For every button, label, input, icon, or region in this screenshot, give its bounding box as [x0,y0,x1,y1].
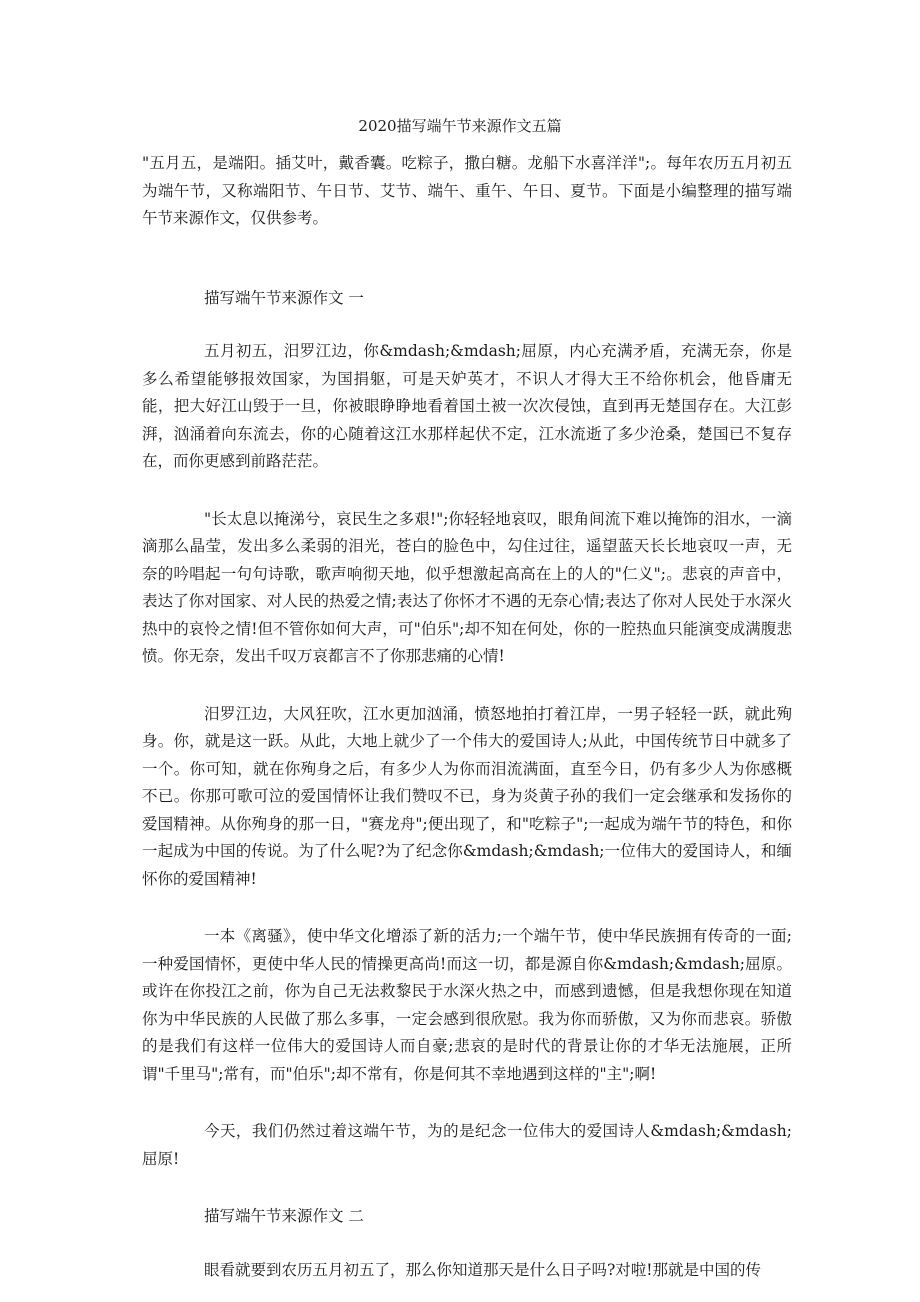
essay-1-paragraph-1: 五月初五，汨罗江边，你&mdash;&mdash;屈原，内心充满矛盾，充满无奈，你是多么希望能够报效国家，为国捐躯，可是天妒英才，不识人才得大王不给你机会，他昏庸无能，把大好江山毁于一旦，你被眼睁睁地看着国土被一次次侵蚀，直到再无楚国存在。大江彭湃，汹涌着向东流去，你的心随着这江水那样起伏不定，江水流逝了多少沧桑，楚国已不复存在，而你更感到前路茫茫。 [142,342,792,470]
document-body [142,150,792,1284]
essay-2-heading: 描写端午节来源作文 二 [204,1207,364,1225]
essay-2-paragraph-1: 眼看就要到农历五月初五了，那么你知道那天是什么日子吗?对啦!那就是中国的传 [204,1260,762,1279]
essay-1-paragraph-5: 今天，我们仍然过着这端午节，为的是纪念一位伟大的爱国诗人&mdash;&mdash;屈原! [142,1122,792,1168]
essay-1-heading: 描写端午节来源作文 一 [204,288,364,307]
essay-1-paragraph-3: 汨罗江边，大风狂吹，江水更加汹涌，愤怒地拍打着江岸，一男子轻轻一跃，就此殉身。你，就是这一跃。从此，大地上就少了一个伟大的爱国诗人;从此，中国传统节日中就多了一个。你可知，就在你殉身之后，有多少人为你而泪流满面，直至今日，仍有多少人为你感概不已。你那可歌可泣的爱国情怀让我们赞叹不已，身为炎黄子孙的我们一定会继承和发扬你的爱国精神。从你殉身的那一日，"赛龙舟";便出现了，和"吃粽子";一起成为端午节的特色，和你一起成为中国的传说。为了什么呢?为了纪念你&mdash;&mdash;一位伟大的爱国诗人，和缅怀你的爱国精神! [142,704,792,888]
intro-paragraph: "五月五，是端阳。插艾叶，戴香囊。吃粽子，撒白糖。龙船下水喜洋洋";。每年农历五月初五为端午节，又称端阳节、午日节、艾节、端午、重午、午日、夏节。下面是小编整理的描写端午节来源作文，仅供参考。 [142,154,792,227]
document-title: 2020描写端午节来源作文五篇 [358,117,562,135]
essay-1-paragraph-2: "长太息以掩涕兮，哀民生之多艰!";你轻轻地哀叹，眼角间流下难以掩饰的泪水，一滴滴那么晶莹，发出多么柔弱的泪光，苍白的脸色中，勾住过往，遥望蓝天长长地哀叹一声，无奈的吟唱起一句句诗歌，歌声响彻天地，似乎想激起高高在上的人的"仁义";。悲哀的声音中，表达了你对国家、对人民的热爱之情;表达了你怀才不遇的无奈心情;表达了你对人民处于水深火热中的哀怜之情!但不管你如何大声，可"伯乐";却不知在何处，你的一腔热血只能演变成满腹悲愤。你无奈，发出千叹万哀都言不了你那悲痛的心情! [142,509,792,665]
essay-1-paragraph-4: 一本《离骚》，使中华文化增添了新的活力;一个端午节，使中华民族拥有传奇的一面;一种爱国情怀，更使中华人民的情操更高尚!而这一切，都是源自你&mdash;&mdash;屈原。或许在你投江之前，你为自己无法救黎民于水深火热之中，而感到遗憾，但是我想你现在知道你为中华民族的人民做了那么多事，一定会感到很欣慰。我为你而骄傲，又为你而悲哀。骄傲的是我们有这样一位伟大的爱国诗人而自豪;悲哀的是时代的背景让你的才华无法施展，正所谓"千里马";常有，而"伯乐";却不常有，你是何其不幸地遇到这样的"主";啊! [142,927,792,1083]
